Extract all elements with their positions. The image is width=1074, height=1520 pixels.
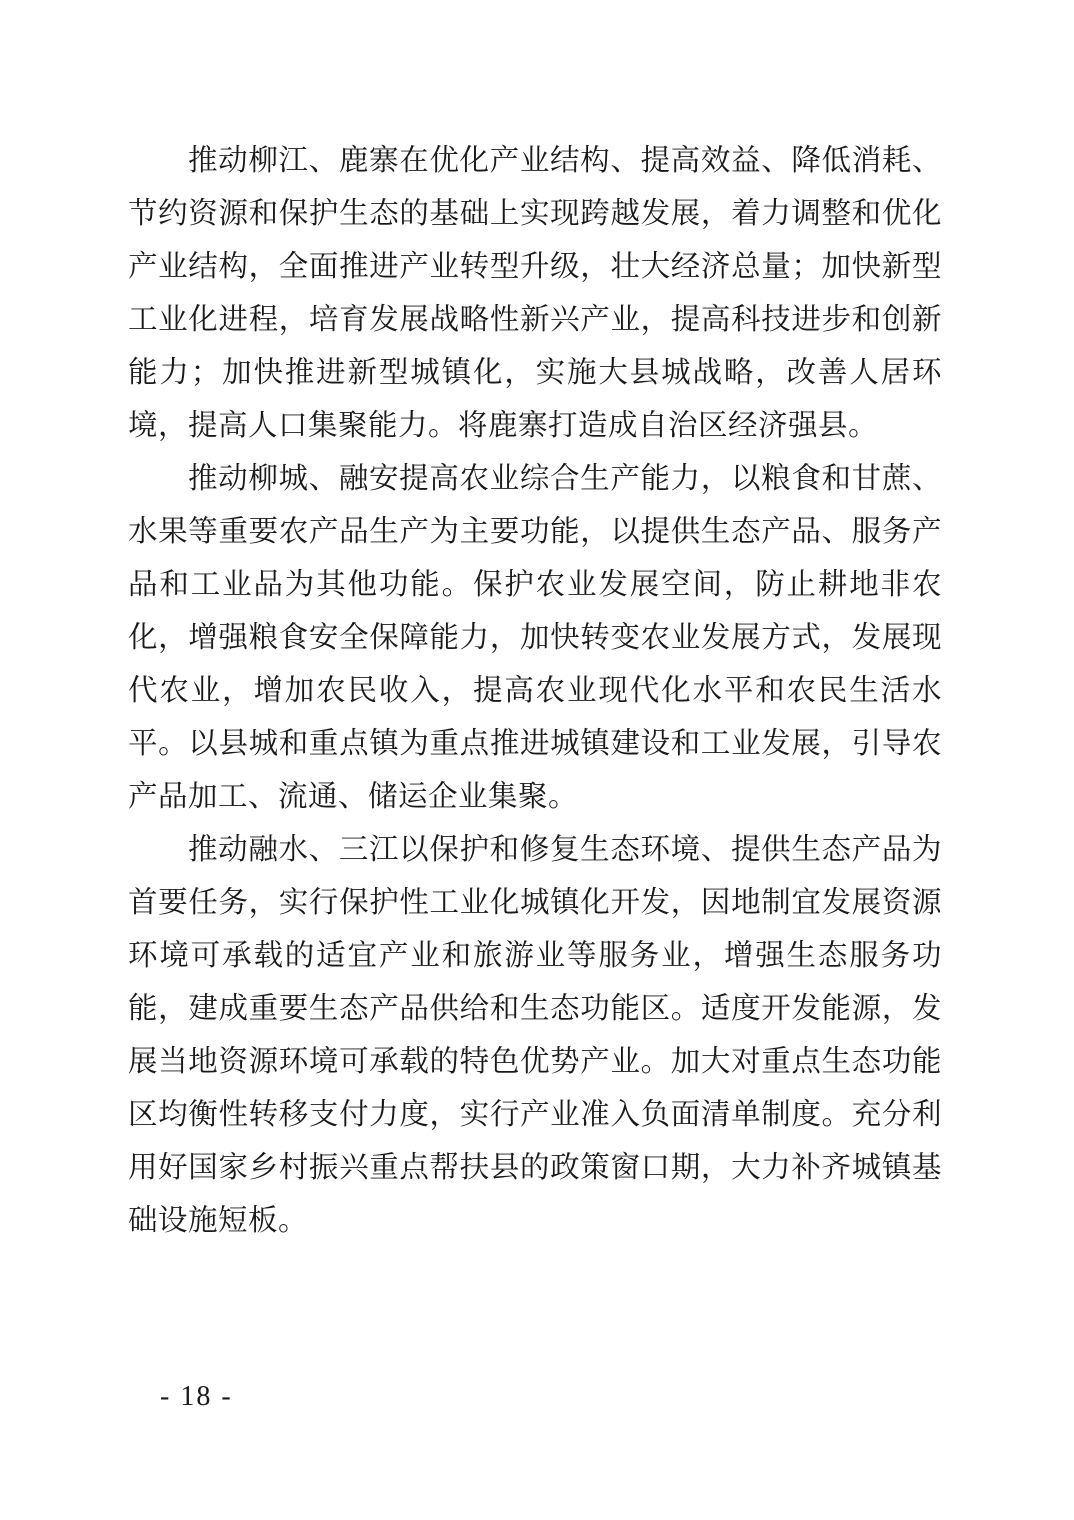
paragraph-1: 推动柳江、鹿寨在优化产业结构、提高效益、降低消耗、节约资源和保护生态的基础上实现跨越发展，着力调整和优化产业结构，全面推进产业转型升级，壮大经济总量；加快新型工业化进程，培育发展战略性新兴产业，提高科技进步和创新能力；加快推进新型城镇化，实施大县城战略，改善人居环境，提高人口集聚能力。将鹿寨打造成自治区经济强县。 [128,143,942,442]
page-number: - 18 - [160,1381,233,1412]
paragraph-3: 推动融水、三江以保护和修复生态环境、提供生态产品为首要任务，实行保护性工业化城镇化开发，因地制宜发展资源环境可承载的适宜产业和旅游业等服务业，增强生态服务功能，建成重要生态产品供给和生态功能区。适度开发能源，发展当地资源环境可承载的特色优势产业。加大对重点生态功能区均衡性转移支付力度，实行产业准入负面清单制度。充分利用好国家乡村振兴重点帮扶县的政策窗口期，大力补齐城镇基础设施短板。 [128,832,942,1237]
paragraph-2: 推动柳城、融安提高农业综合生产能力，以粮食和甘蔗、水果等重要农产品生产为主要功能，以提供生态产品、服务产品和工业品为其他功能。保护农业发展空间，防止耕地非农化，增强粮食安全保障能力，加快转变农业发展方式，发展现代农业，增加农民收入，提高农业现代化水平和农民生活水平。以县城和重点镇为重点推进城镇建设和工业发展，引导农产品加工、流通、储运企业集聚。 [128,461,942,813]
body-text [128,134,942,1247]
